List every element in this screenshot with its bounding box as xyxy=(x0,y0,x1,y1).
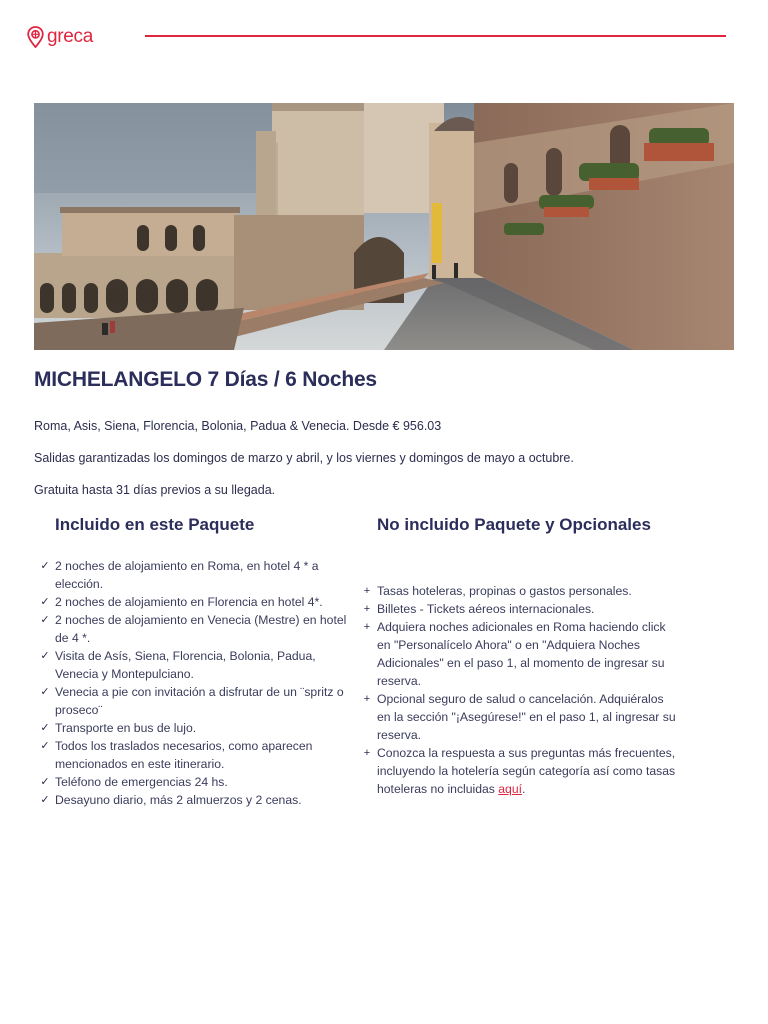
not-included-heading: No incluido Paquete y Opcionales xyxy=(377,515,651,534)
plus-icon: + xyxy=(363,621,371,633)
list-item: ✓ 2 noches de alojamiento en Florencia en hotel 4*. xyxy=(38,593,358,611)
list-item: + Billetes - Tickets aéreos internacionales. xyxy=(360,600,680,618)
list-item: ✓ Visita de Asís, Siena, Florencia, Bolonia, Padua, Venecia y Montepulciano. xyxy=(38,647,358,683)
check-icon: ✓ xyxy=(40,794,50,806)
plus-icon: + xyxy=(363,693,371,705)
included-heading: Incluido en este Paquete xyxy=(55,515,255,534)
list-item: ✓ Todos los traslados necesarios, como aparecen mencionados en este itinerario. xyxy=(38,737,358,773)
check-icon: ✓ xyxy=(40,776,50,788)
list-item: ✓ Transporte en bus de lujo. xyxy=(38,719,358,737)
check-icon: ✓ xyxy=(40,650,50,662)
included-list xyxy=(38,557,358,809)
route-description: Roma, Asis, Siena, Florencia, Bolonia, Padua & Venecia. Desde € 956.03 xyxy=(34,419,442,433)
list-item: + Adquiera noches adicionales en Roma haciendo click en "Personalícelo Ahora" o en "Adquiera Noches Adicionales" en el paso 1, al momento de ingresar su reserva. xyxy=(360,618,680,690)
check-icon: ✓ xyxy=(40,560,50,572)
check-icon: ✓ xyxy=(40,740,50,752)
departures-description: Salidas garantizadas los domingos de marzo y abril, y los viernes y domingos de mayo a octubre. xyxy=(34,451,574,465)
check-icon: ✓ xyxy=(40,596,50,608)
faq-link[interactable]: aquí xyxy=(498,782,523,796)
greca-logo[interactable] xyxy=(27,26,93,48)
list-item: ✓ 2 noches de alojamiento en Venecia (Mestre) en hotel de 4 *. xyxy=(38,611,358,647)
list-item: ✓ Desayuno diario, más 2 almuerzos y 2 cenas. xyxy=(38,791,358,809)
plus-icon: + xyxy=(363,585,371,597)
check-icon: ✓ xyxy=(40,614,50,626)
list-item: ✓ Teléfono de emergencias 24 hs. xyxy=(38,773,358,791)
cancellation-policy: Gratuita hasta 31 días previos a su llegada. xyxy=(34,483,276,497)
check-icon: ✓ xyxy=(40,686,50,698)
plus-icon: + xyxy=(363,603,371,615)
location-pin-icon xyxy=(27,26,44,48)
list-item: + Tasas hoteleras, propinas o gastos personales. xyxy=(360,582,680,600)
list-item: ✓ Venecia a pie con invitación a disfrutar de un ¨spritz o proseco¨ xyxy=(38,683,358,719)
package-title: MICHELANGELO 7 Días / 6 Noches xyxy=(34,368,377,391)
hero-image-assisi-street xyxy=(34,103,734,350)
plus-icon: + xyxy=(363,747,371,759)
not-included-list xyxy=(360,582,680,798)
list-item: ✓ 2 noches de alojamiento en Roma, en hotel 4 * a elección. xyxy=(38,557,358,593)
list-item: + Opcional seguro de salud o cancelación. Adquiéralos en la sección "¡Asegúrese!" en el paso 1, al ingresar su reserva. xyxy=(360,690,680,744)
list-item: + Conozca la respuesta a sus preguntas más frecuentes, incluyendo la hotelería según categoría así como tasas hoteleras no incluidas aquí. xyxy=(360,744,680,798)
check-icon: ✓ xyxy=(40,722,50,734)
page-header xyxy=(27,26,727,50)
header-divider xyxy=(145,35,726,37)
brand-name: greca xyxy=(47,26,94,47)
